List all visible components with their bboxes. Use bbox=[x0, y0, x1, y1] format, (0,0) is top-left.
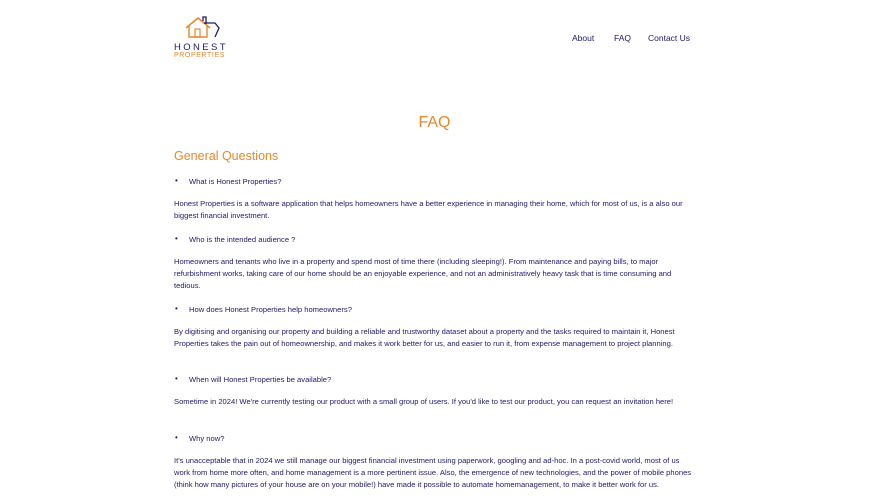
brand-name-line1: HONEST bbox=[174, 42, 228, 53]
faq-question: • Why now? bbox=[189, 434, 224, 443]
section-title: General Questions bbox=[174, 149, 279, 163]
faq-question: • What is Honest Properties? bbox=[189, 177, 281, 186]
faq-question: • When will Honest Properties be available? bbox=[189, 375, 331, 384]
page-title: FAQ bbox=[418, 114, 451, 131]
house-logo-icon bbox=[184, 15, 220, 39]
nav-about-link[interactable]: About bbox=[572, 33, 595, 43]
faq-question: • Who is the intended audience ? bbox=[189, 235, 295, 244]
site-header bbox=[0, 0, 872, 80]
nav-contact-link[interactable]: Contact Us bbox=[648, 33, 691, 43]
brand-name-line2: PROPERTIES bbox=[174, 52, 225, 59]
faq-answer: Sometime in 2024! We're currently testing our product with a small group of users. If you'd like to test our product, you can request an invitation here! bbox=[174, 397, 674, 406]
faq-answer: It's unacceptable that in 2024 we still manage our biggest financial investment using paperwork, googling and ad-hoc. In a post-covid world, most of us work from home more often, and home management is a more pertinent issue. Also, the emergence of new technologies, and the power of mobile phones (think how many pictures of your house are on your mobile!) have made it possible to automate homemanagement, to make it better work for us. bbox=[174, 456, 692, 489]
faq-question: • How does Honest Properties help homeowners? bbox=[189, 305, 352, 314]
faq-answer: Homeowners and tenants who live in a property and spend most of time there (including sleeping!). From maintenance and paying bills, to major refurbishment works, taking care of our home should be an enjoyable experience, and not an administratively heavy task that is time consuming and tedious. bbox=[174, 257, 672, 290]
nav-faq-link[interactable]: FAQ bbox=[614, 33, 632, 43]
faq-answer: By digitising and organising our property and building a reliable and trustworthy dataset about a property and the tasks required to maintain it, Honest Properties takes the pain out of homeownership, and makes it work better for us, and easier to run it, from expense management to project planning. bbox=[174, 327, 675, 348]
brand-logo[interactable] bbox=[174, 15, 232, 61]
faq-answer: Honest Properties is a software application that helps homeowners have a better experience in managing their home, which for most of us, is a also our biggest financial investment. bbox=[174, 199, 683, 220]
